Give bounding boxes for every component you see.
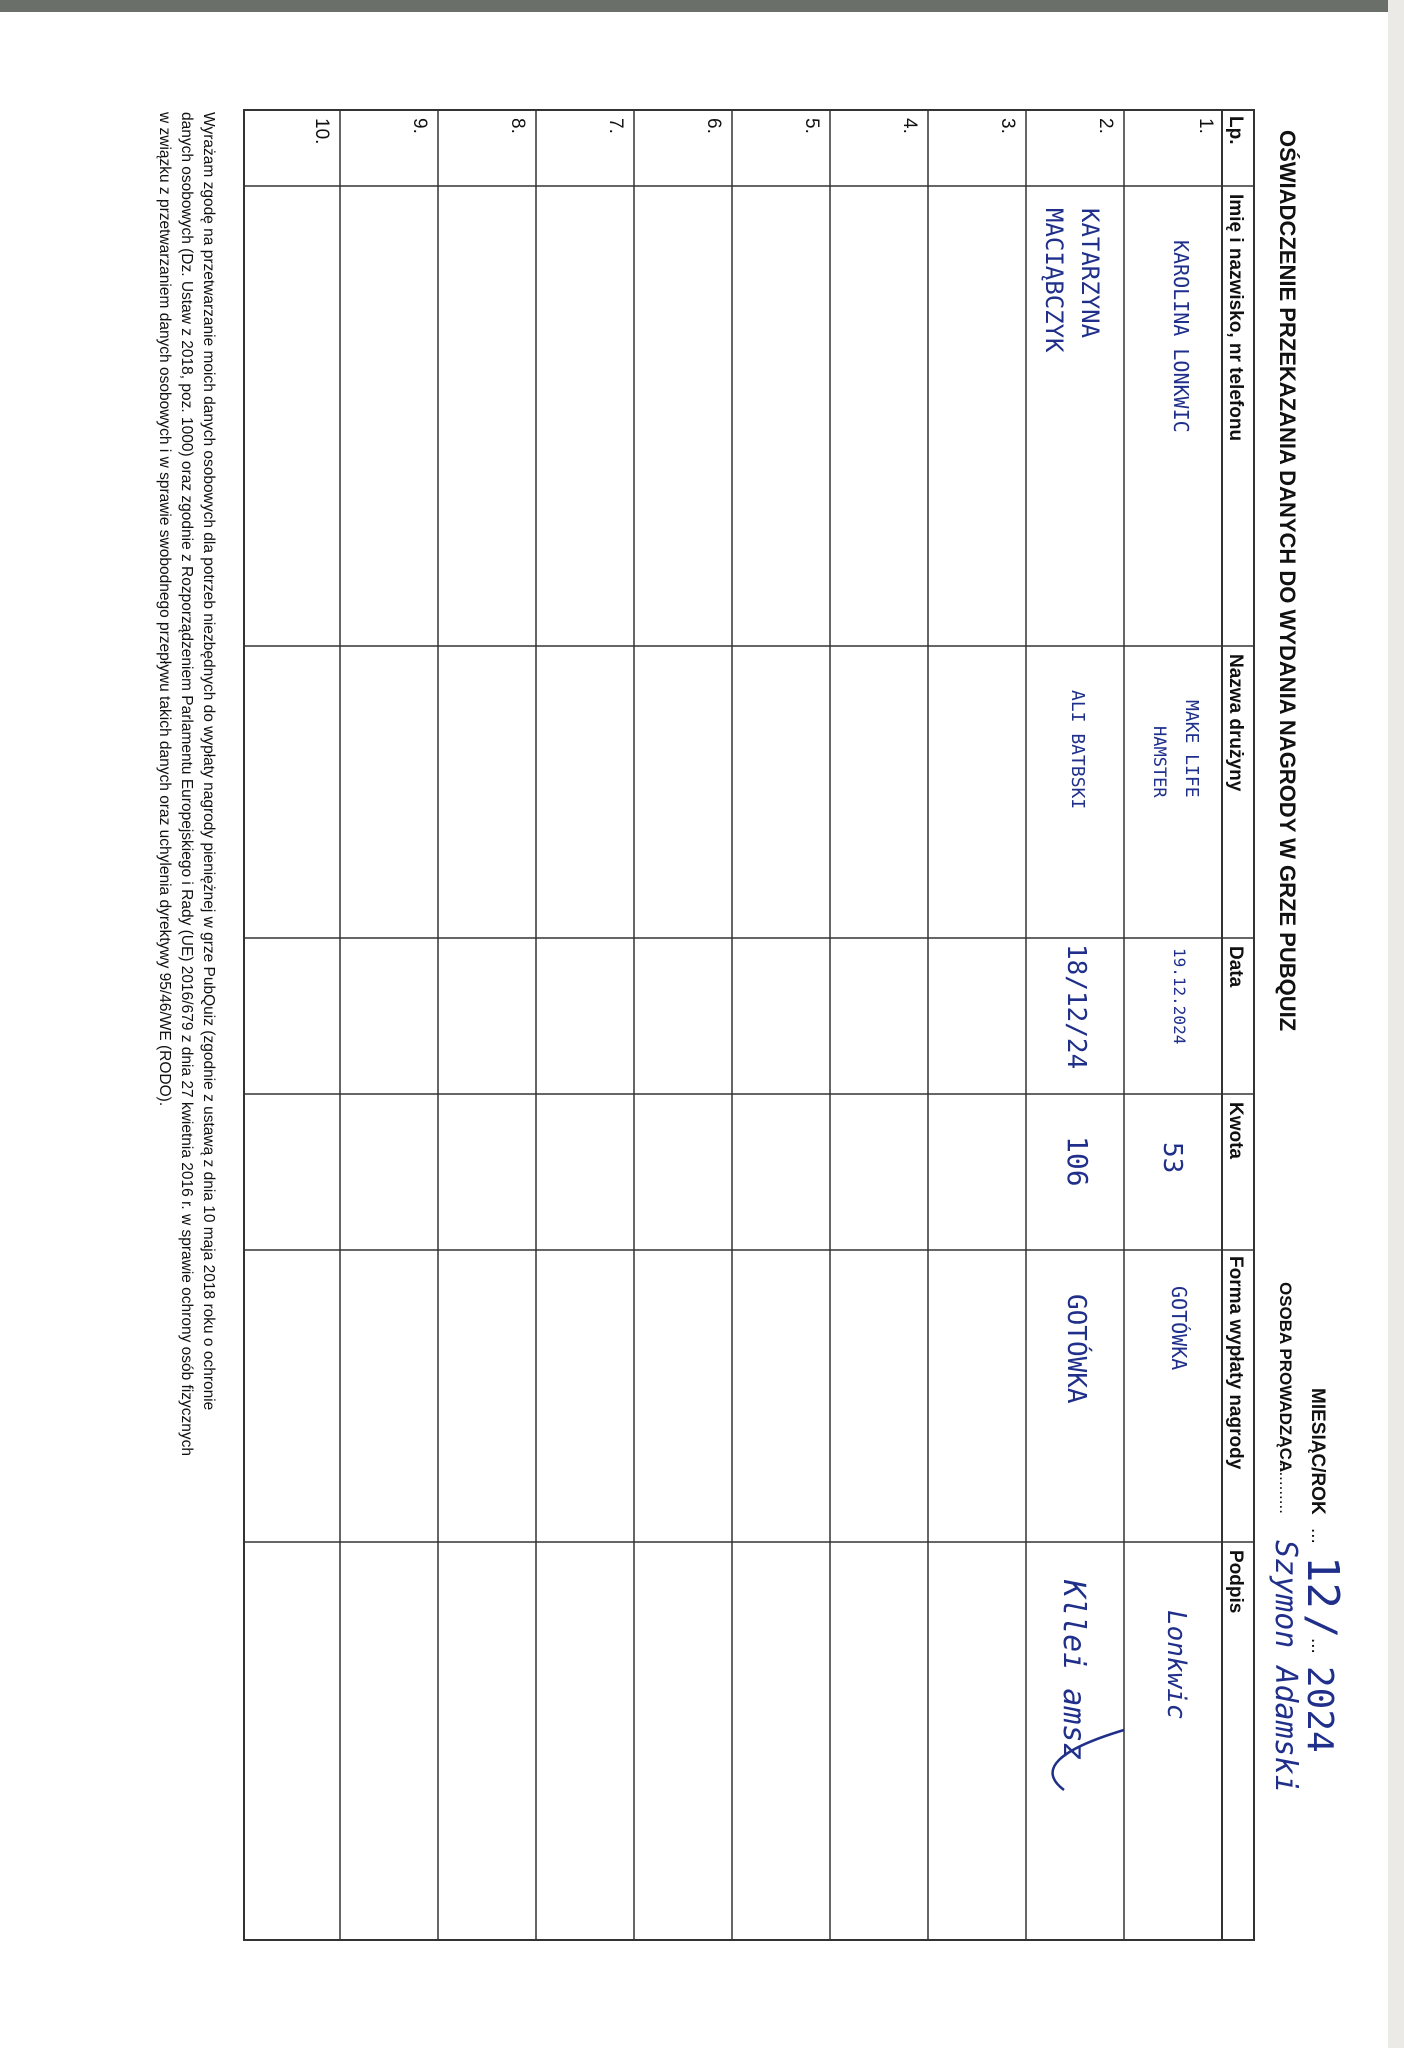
header-name: Imię i nazwisko, nr telefonu bbox=[1225, 194, 1246, 442]
row-number: 2. bbox=[1095, 118, 1116, 134]
host-dots: ........... bbox=[1276, 1462, 1295, 1514]
consent-line-3: w związku z przetwarzaniem danych osobowych i w sprawie swobodnego przepływu takich danych oraz uchylenia dyrektywy 95/46/WE (RODO). bbox=[156, 112, 173, 1107]
row-number: 1. bbox=[1195, 118, 1216, 134]
row-number: 9. bbox=[409, 118, 430, 134]
month-year-separator: / bbox=[1298, 1614, 1344, 1639]
row-signature: Kllei amsz bbox=[1056, 1580, 1091, 1761]
header-signature: Podpis bbox=[1225, 1550, 1246, 1614]
month-year-year: 2024 bbox=[1299, 1666, 1340, 1753]
header-payout: Forma wypłaty nagrody bbox=[1225, 1256, 1246, 1470]
month-year-dots-a: ... bbox=[1307, 1528, 1328, 1544]
month-year-dots-b: ... bbox=[1307, 1638, 1328, 1654]
row-name-line2: MACIĄBCZYK bbox=[1040, 208, 1068, 353]
host-signature: Szymon Adamski bbox=[1268, 1540, 1303, 1793]
row-signature: Lonkwic bbox=[1161, 1610, 1191, 1720]
row-number: 8. bbox=[507, 118, 528, 134]
row-date: 18/12/24 bbox=[1061, 944, 1091, 1070]
row-number: 5. bbox=[801, 118, 822, 134]
row-number: 4. bbox=[899, 118, 920, 134]
row-payout: GOTÓWKA bbox=[1061, 1294, 1091, 1404]
consent-line-2: danych osobowych (Dz. Ustaw z 2018, poz. 1000) oraz zgodnie z Rozporządzeniem Parlamentu Europejskiego i Rady (UE) 2016/679 z dnia 27 kwietnia 2016 r. w sprawie ochrony osób fizycznych bbox=[178, 112, 195, 1457]
header-lp: Lp. bbox=[1225, 116, 1246, 145]
header-date: Data bbox=[1225, 946, 1246, 988]
row-payout: GOTÓWKA bbox=[1167, 1286, 1191, 1371]
month-year-label: MIESIĄC/ROK bbox=[1307, 1388, 1328, 1515]
row-date: 19.12.2024 bbox=[1170, 948, 1189, 1045]
row-team: ALI BATBSKI bbox=[1067, 690, 1088, 810]
row-amount: 53 bbox=[1157, 1142, 1187, 1174]
header-amount: Kwota bbox=[1225, 1102, 1246, 1159]
row-number: 7. bbox=[605, 118, 626, 134]
consent-line-1: Wyrażam zgodę na przetwarzanie moich danych osobowych dla potrzeb niezbędnych do wypłaty nagrody pieniężnej w grze PubQuiz (zgodnie z ustawą z dnia 10 maja 2018 roku o ochronie bbox=[200, 112, 217, 1411]
host-label: OSOBA PROWADZĄCA bbox=[1276, 1282, 1295, 1473]
background-strip bbox=[0, 0, 1404, 12]
row-amount: 106 bbox=[1061, 1136, 1094, 1187]
row-number: 6. bbox=[703, 118, 724, 134]
row-team-line2: HAMSTER bbox=[1149, 726, 1169, 798]
row-name: KATARZYNA bbox=[1076, 208, 1104, 339]
row-number: 3. bbox=[997, 118, 1018, 134]
document-title: OŚWIADCZENIE PRZEKAZANIA DANYCH DO WYDANIA NAGRODY W GRZE PUBQUIZ bbox=[1275, 130, 1300, 1032]
row-team: MAKE LIFE bbox=[1181, 700, 1202, 798]
row-name: KAROLINA LONKWIC bbox=[1169, 240, 1193, 433]
header-team: Nazwa drużyny bbox=[1225, 654, 1246, 792]
month-year-month: 12 bbox=[1297, 1556, 1348, 1609]
row-number: 10. bbox=[311, 118, 332, 145]
